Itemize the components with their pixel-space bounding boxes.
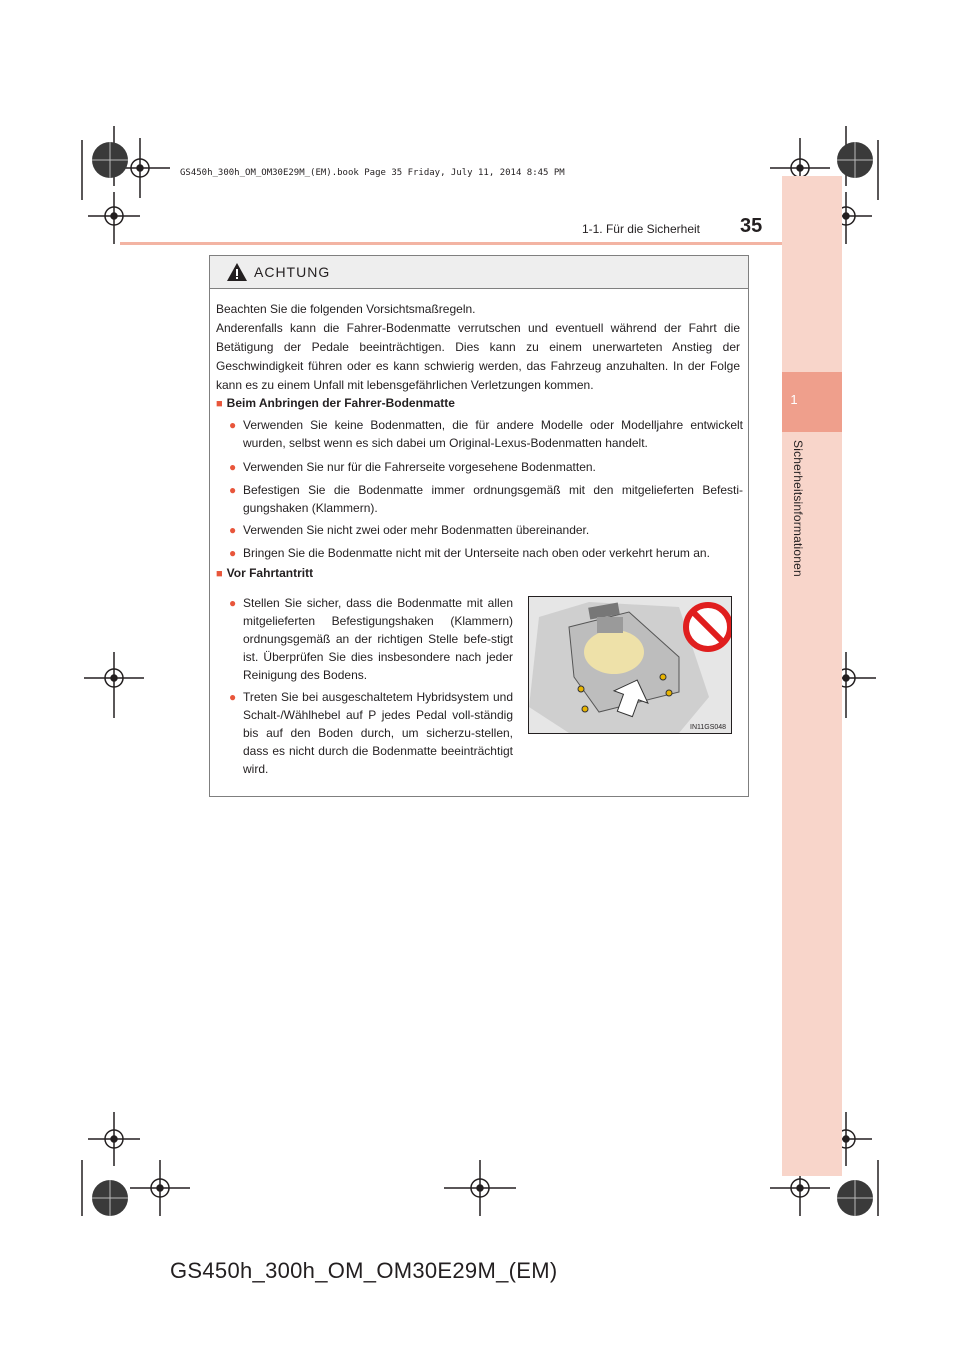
subsection-heading-text: Beim Anbringen der Fahrer-Bodenmatte bbox=[226, 396, 455, 410]
side-tab-strip bbox=[782, 176, 842, 1176]
warning-title: ACHTUNG bbox=[254, 264, 331, 280]
header-rule bbox=[120, 242, 782, 245]
list-item bbox=[229, 481, 743, 517]
square-bullet-icon: ■ bbox=[216, 568, 223, 580]
list-item-text: Verwenden Sie nur für die Fahrerseite vorgesehene Bodenmatten. bbox=[243, 460, 596, 474]
floor-mat-illustration bbox=[528, 596, 732, 734]
page-number: 35 bbox=[740, 215, 763, 237]
chapter-number: 1 bbox=[790, 392, 798, 407]
warning-intro bbox=[216, 300, 740, 395]
chapter-label: Sicherheitsinformationen bbox=[791, 440, 805, 577]
warning-triangle-icon bbox=[226, 262, 248, 282]
list-item bbox=[229, 416, 743, 452]
list-item bbox=[229, 594, 513, 684]
book-info-line: GS450h_300h_OM_OM30E29M_(EM).book Page 35 Friday, July 11, 2014 8:45 PM bbox=[180, 168, 565, 178]
subsection-heading-before-driving bbox=[216, 566, 313, 580]
warning-intro-line-1: Beachten Sie die folgenden Vorsichtsmaßregeln. bbox=[216, 302, 476, 316]
bullet-dot-icon: ● bbox=[229, 596, 237, 610]
document-footer: GS450h_300h_OM_OM30E29M_(EM) bbox=[170, 1258, 558, 1283]
bullet-dot-icon: ● bbox=[229, 523, 237, 537]
floor-mat-drawing bbox=[529, 597, 731, 733]
list-item-text: Befestigen Sie die Bodenmatte immer ordnungsgemäß mit den mitgelieferten Befesti-gungshaken (Klammern). bbox=[243, 483, 743, 515]
list-item-text: Treten Sie bei ausgeschaltetem Hybridsystem und Schalt-/Wählhebel auf P jedes Pedal voll-ständig bis auf den Boden durch, um sicherzu-stellen, dass es nicht durch die Bodenmatte beeinträchtigt wird. bbox=[243, 690, 513, 776]
list-item-text: Verwenden Sie keine Bodenmatten, die für andere Modelle oder Modelljahre entwickelt wurden, selbst wenn es sich dabei um Original-Lexus-Bodenmatten handelt. bbox=[243, 418, 743, 450]
list-item bbox=[229, 688, 513, 778]
subsection-heading-text: Vor Fahrtantritt bbox=[226, 566, 314, 580]
figure-code: IN11GS048 bbox=[690, 724, 727, 731]
list-item bbox=[229, 521, 743, 539]
bullet-dot-icon: ● bbox=[229, 418, 237, 432]
square-bullet-icon: ■ bbox=[216, 398, 223, 410]
list-item-text: Bringen Sie die Bodenmatte nicht mit der Unterseite nach oben oder verkehrt herum an. bbox=[243, 546, 710, 560]
bullet-dot-icon: ● bbox=[229, 546, 237, 560]
list-item-text: Stellen Sie sicher, dass die Bodenmatte mit allen mitgelieferten Befestigungshaken (Klammern) ordnungsgemäß an der richtigen Stelle befe-stigt ist. Überprüfen Sie dies insbesondere nach jeder Reinigung des Bodens. bbox=[243, 596, 513, 682]
list-item bbox=[229, 544, 743, 562]
list-item bbox=[229, 458, 743, 476]
bullet-dot-icon: ● bbox=[229, 483, 237, 497]
bullet-dot-icon: ● bbox=[229, 460, 237, 474]
subsection-heading-mounting bbox=[216, 396, 455, 410]
warning-intro-paragraph: Anderenfalls kann die Fahrer-Bodenmatte verrutschen und eventuell während der Fahrt die Betätigung der Pedale beeinträchtigen. Dies kann zu einem unerwarteten Anstieg der Geschwindigkeit führen oder es kann schwierig werden, das Fahrzeug anzuhalten. In der Folge kann es zu einem Unfall mit lebensgefährlichen Verletzungen kommen. bbox=[216, 321, 740, 392]
section-title: 1-1. Für die Sicherheit bbox=[581, 222, 700, 236]
list-item-text: Verwenden Sie nicht zwei oder mehr Bodenmatten übereinander. bbox=[243, 523, 590, 537]
bullet-dot-icon: ● bbox=[229, 690, 237, 704]
